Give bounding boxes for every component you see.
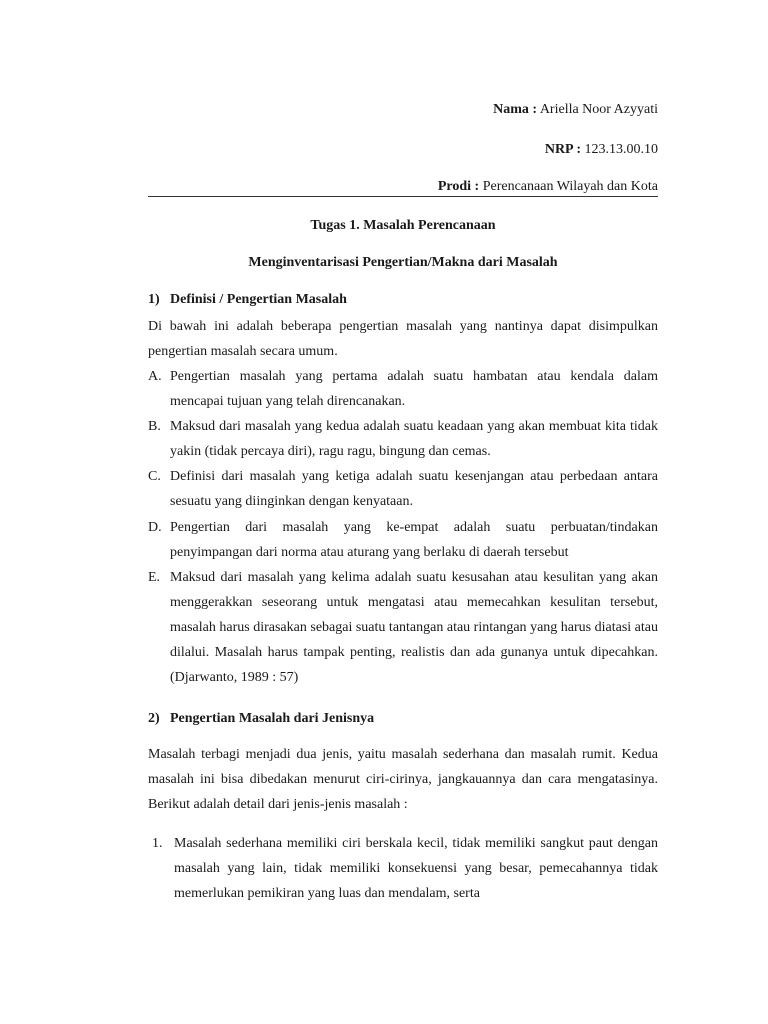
document-title: Tugas 1. Masalah Perencanaan [310,218,496,233]
list-item-text: Pengertian masalah yang pertama adalah suatu hambatan atau kendala dalam mencapai tujuan yang telah direncanakan. [170,369,658,409]
list-item-a [148,364,658,414]
header-divider [148,196,658,197]
nrp-value: 123.13.00.10 [584,142,658,157]
nama-label: Nama : [493,102,538,117]
nama-value: Ariella Noor Azyyati [539,102,658,117]
header-prodi [438,179,658,195]
list-marker: D. [148,520,162,535]
section-2-title: Pengertian Masalah dari Jenisnya [170,711,375,726]
list-marker: B. [148,419,161,434]
section-2-intro: Masalah terbagi menjadi dua jenis, yaitu masalah sederhana dan masalah rumit. Kedua masalah ini bisa dibedakan menurut ciri-cirinya, jangkauannya dan cara mengatasinya. Berikut adalah detail dari jenis-jenis masalah : [148,747,658,812]
prodi-value: Perencanaan Wilayah dan Kota [482,179,658,194]
list-item-text: Maksud dari masalah yang kedua adalah suatu keadaan yang akan membuat kita tidak yakin (tidak percaya diri), ragu ragu, bingung dan cemas. [170,419,658,459]
section-1-heading [148,292,347,308]
prodi-label: Prodi : [437,179,480,194]
list-marker: 1. [152,836,163,851]
section-2-number: 2) [148,711,160,726]
document-subtitle: Menginventarisasi Pengertian/Makna dari Masalah [248,255,558,270]
list-item-b [148,414,658,464]
section-1-title: Definisi / Pengertian Masalah [170,292,347,307]
list-item-d [148,515,658,565]
list-item-text: Definisi dari masalah yang ketiga adalah suatu kesenjangan atau perbedaan antara sesuatu yang diinginkan dengan kenyataan. [170,469,658,509]
list-item-e [148,565,658,690]
nrp-label: NRP : [544,142,581,157]
list-item-c [148,464,658,514]
list-marker: A. [148,369,162,384]
list-item-text: Masalah sederhana memiliki ciri berskala kecil, tidak memiliki sangkut paut dengan masalah yang lain, tidak memiliki konsekuensi yang besar, pemecahannya tidak memerlukan pemikiran yang luas dan mendalam, serta [174,836,658,901]
list-item-text: Maksud dari masalah yang kelima adalah suatu kesusahan atau kesulitan yang akan menggerakkan seseorang untuk mengatasi atau memecahkan kesulitan tersebut, masalah harus dirasakan sebagai suatu tantangan atau rintangan yang harus diatasi atau dilalui. Masalah harus tampak penting, realistis dan ada gunanya untuk dipecahkan. (Djarwanto, 1989 : 57) [170,570,658,685]
numbered-item-1 [148,831,658,906]
list-marker: C. [148,469,161,484]
section-1-intro: Di bawah ini adalah beberapa pengertian masalah yang nantinya dapat disimpulkan pengertian masalah secara umum. [148,319,658,359]
section-2-heading [148,711,374,727]
header-nama [493,102,658,118]
list-item-text: Pengertian dari masalah yang ke-empat adalah suatu perbuatan/tindakan penyimpangan dari norma atau aturang yang berlaku di daerah tersebut [170,520,658,560]
header-nrp [545,142,658,158]
section-1-number: 1) [148,292,160,307]
list-marker: E. [148,570,161,585]
